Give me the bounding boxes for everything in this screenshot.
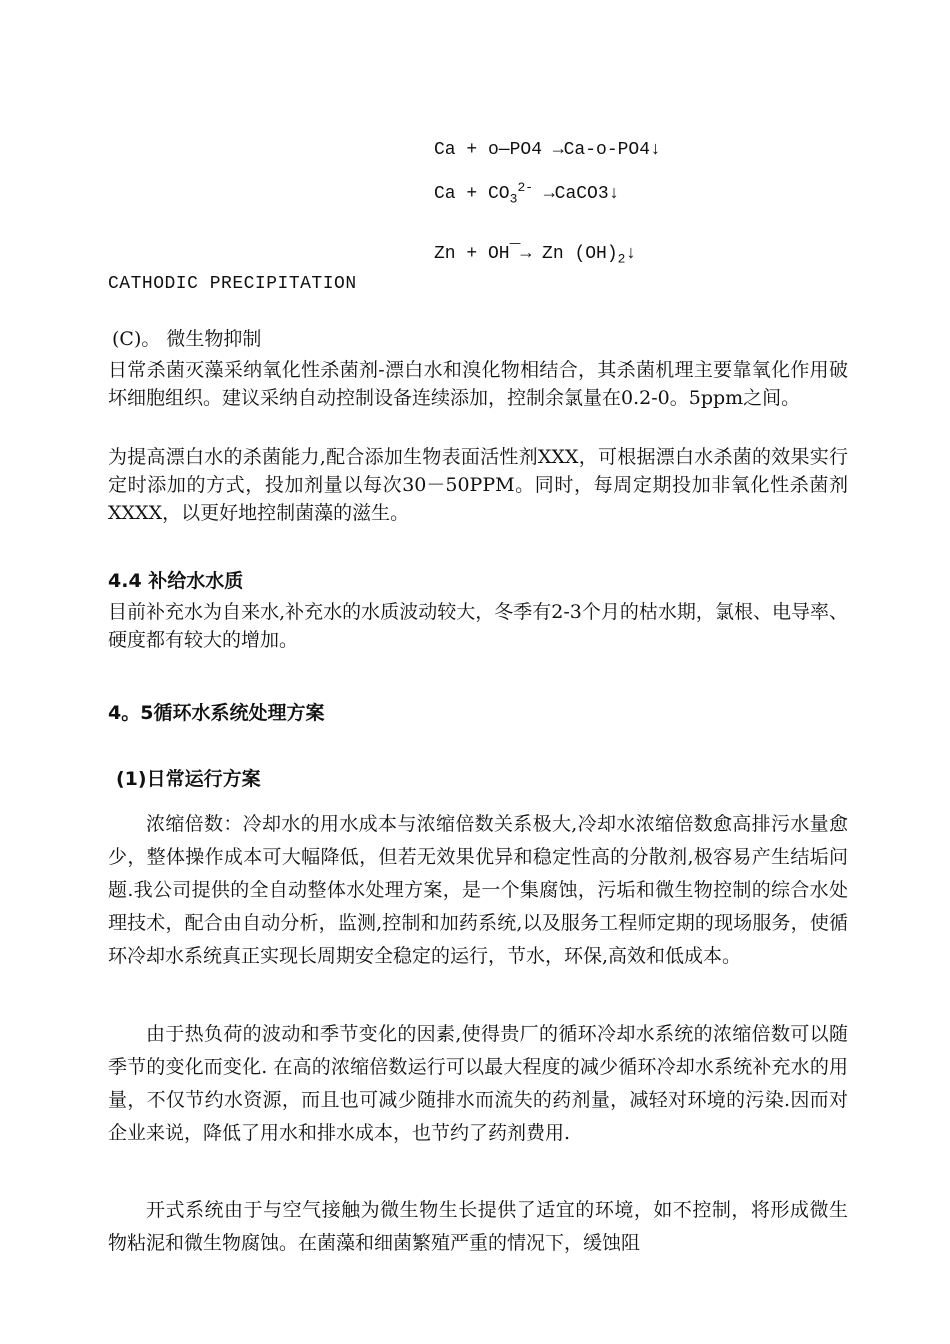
equation-3-left: Zn + OH [434,244,510,264]
section-4-5-heading: 4。5循环水系统处理方案 [108,702,325,724]
section-4-4-paragraph: 目前补充水为自来水,补充水的水质波动较大，冬季有2-3个月的枯水期，氯根、电导率、硬度都有较大的增加。 [108,601,848,651]
cathodic-precipitation-label: CATHODIC PRECIPITATION [108,274,357,294]
equation-2-right: →CaCO3↓ [533,184,620,204]
equation-3 [434,244,636,267]
equation-1: Ca + o—PO4 →Ca-o-PO4↓ [434,140,661,160]
section-4-5-paragraph-1: 浓缩倍数：冷却水的用水成本与浓缩倍数关系极大,冷却水浓缩倍数愈高排污水量愈少，整体操作成本可大幅降低，但若无效果优异和稳定性高的分散剂,极容易产生结垢问题.我公司提供的全自动整体水处理方案，是一个集腐蚀，污垢和微生物控制的综合水处理技术，配合由自动分析，监测,控制和加药系统,以及服务工程师定期的现场服务，使循环冷却水系统真正实现长周期安全稳定的运行，节水，环保,高效和低成本。 [108,813,848,967]
equation-2-subscript: 3 [509,191,518,207]
equation-3-arrow: ↓ [625,244,637,264]
equation-3-bar: ¯ [509,244,521,264]
section-4-5-paragraph-2: 由于热负荷的波动和季节变化的因素,使得贵厂的循环冷却水系统的浓缩倍数可以随季节的变化而变化. 在高的浓缩倍数运行可以最大程度的减少循环冷却水系统补充水的用量，不仅节约水资源，而且也可减少随排水而流失的药剂量，减轻对环境的污染.因而对企业来说，降低了用水和排水成本，也节约了药剂费用. [108,1023,848,1144]
equation-3-mid: → Zn (OH) [520,244,618,264]
equation-2-left: Ca + CO [434,184,510,204]
section-4-5-paragraph-3: 开式系统由于与空气接触为微生物生长提供了适宜的环境，如不控制，将形成微生物粘泥和微生物腐蚀。在菌藻和细菌繁殖严重的情况下，缓蚀阻 [108,1199,848,1254]
section-c-paragraph-1: 日常杀菌灭藻采纳氧化性杀菌剂-漂白水和溴化物相结合，其杀菌机理主要靠氧化作用破坏细胞组织。建议采纳自动控制设备连续添加，控制余氯量在0.2-0。5ppm之间。 [108,359,848,409]
equation-3-subscript: 2 [617,251,626,267]
section-c-paragraph-2: 为提高漂白水的杀菌能力,配合添加生物表面活性剂XXX，可根据漂白水杀菌的效果实行定时添加的方式，投加剂量以每次30－50PPM。同时，每周定期投加非氧化性杀菌剂XXXX，以更好地控制菌藻的滋生。 [108,446,848,524]
equation-2-superscript: 2- [517,180,534,195]
equation-2 [434,180,619,207]
daily-operation-heading: (1)日常运行方案 [116,768,261,790]
section-c-label: (C)。 微生物抑制 [112,328,262,350]
section-4-4-heading: 4.4 补给水水质 [108,570,244,592]
